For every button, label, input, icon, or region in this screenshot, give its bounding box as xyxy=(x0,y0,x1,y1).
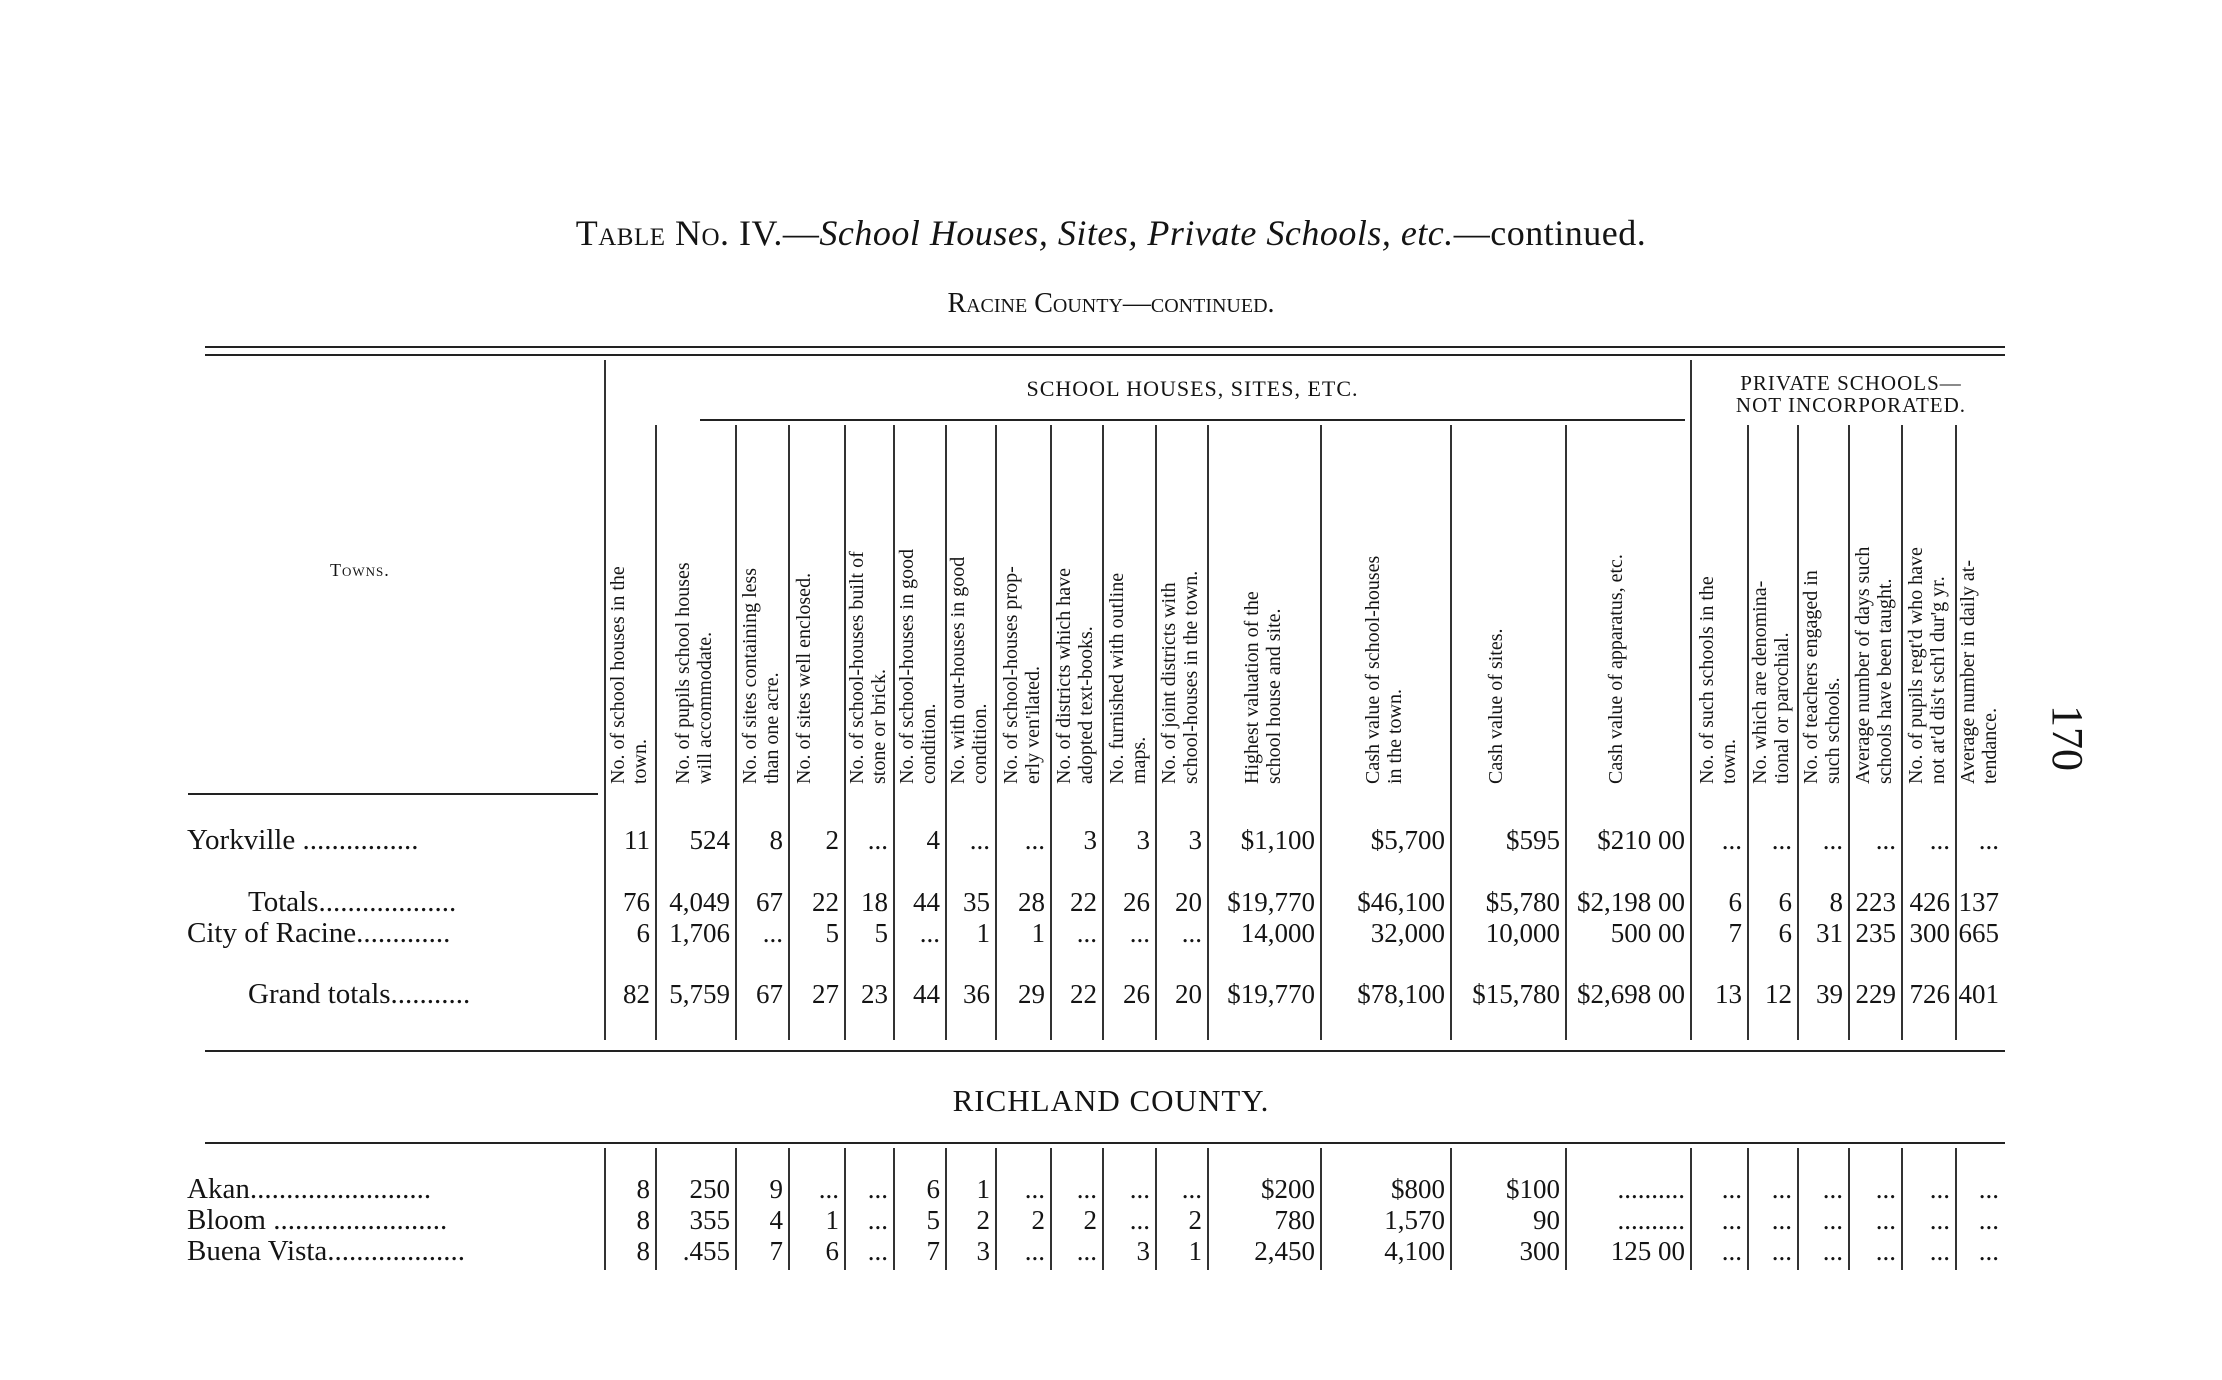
column-header-5: No. of school-houses built of stone or brick. xyxy=(846,551,890,784)
table-cell: 22 xyxy=(1070,979,1097,1009)
top-double-rule-2 xyxy=(205,354,2005,356)
table-cell: 3 xyxy=(976,1236,990,1266)
table-cell: 401 xyxy=(1958,979,1999,1009)
table-cell: ... xyxy=(1771,1205,1792,1235)
table-cell: 90 xyxy=(1533,1205,1560,1235)
table-cell: ... xyxy=(1875,825,1896,855)
table-cell: 726 xyxy=(1909,979,1950,1009)
table-cell: $78,100 xyxy=(1357,979,1445,1009)
table-cell: 26 xyxy=(1123,979,1150,1009)
table-cell: ... xyxy=(1771,1174,1792,1204)
table-cell: 2 xyxy=(976,1205,990,1235)
table-cell: 6 xyxy=(825,1236,839,1266)
table-title-prefix: Table No. IV.— xyxy=(575,213,820,253)
table-cell: ... xyxy=(1721,1205,1742,1235)
table-cell: 29 xyxy=(1018,979,1045,1009)
table-cell: 82 xyxy=(623,979,650,1009)
table-cell: $46,100 xyxy=(1357,887,1445,917)
table-cell: 20 xyxy=(1175,887,1202,917)
table-cell: 5 xyxy=(825,918,839,948)
table-cell: ... xyxy=(1024,1236,1045,1266)
table-cell: ... xyxy=(1875,1236,1896,1266)
row-label: City of Racine............. xyxy=(187,917,451,949)
table-cell: .......... xyxy=(1617,1174,1685,1204)
table-cell: ... xyxy=(1978,1236,1999,1266)
table-cell: ... xyxy=(762,918,783,948)
table-cell: 4 xyxy=(769,1205,783,1235)
table-title-italic: School Houses, Sites, Private Schools, etc. xyxy=(819,213,1454,253)
column-header-20: No. of pupils regt'd who have not at'd dis't sch'l dur'g yr. xyxy=(1905,547,1949,784)
county-subtitle: Racine County—continued. xyxy=(947,288,1275,319)
table-cell: ... xyxy=(818,1174,839,1204)
table-cell: .455 xyxy=(682,1236,730,1266)
column-header-8: No. of school-houses prop- erly ven'ilated. xyxy=(999,566,1044,784)
table-cell: 22 xyxy=(812,887,839,917)
table-cell: $19,770 xyxy=(1227,979,1315,1009)
header-bottom-rule xyxy=(188,793,598,795)
table-cell: 22 xyxy=(1070,887,1097,917)
table-cell: $210 00 xyxy=(1597,825,1685,855)
row-label: Akan......................... xyxy=(187,1173,432,1205)
table-cell: ... xyxy=(1822,825,1843,855)
table-cell: ... xyxy=(867,1174,888,1204)
table-cell: $595 xyxy=(1506,825,1560,855)
table-cell: ... xyxy=(1129,1174,1150,1204)
table-cell: 20 xyxy=(1175,979,1202,1009)
county-title-richland: RICHLAND COUNTY. xyxy=(952,1083,1270,1118)
table-cell: 355 xyxy=(689,1205,730,1235)
table-cell: 780 xyxy=(1274,1205,1315,1235)
table-cell: ... xyxy=(1929,1205,1950,1235)
table-cell: 1,706 xyxy=(669,918,730,948)
column-header-17: No. which are denomina- tional or parochial. xyxy=(1749,580,1793,784)
table-cell: 12 xyxy=(1765,979,1792,1009)
table-cell: 6 xyxy=(1778,918,1792,948)
table-cell: 6 xyxy=(636,918,650,948)
table-cell: 1 xyxy=(1031,918,1045,948)
column-header-21: Average number in daily at- tendance. xyxy=(1957,560,2001,784)
table-cell: ... xyxy=(919,918,940,948)
table-cell: 2 xyxy=(1031,1205,1045,1235)
column-header-3: No. of sites containing less than one acre. xyxy=(738,567,783,784)
table-cell: 3 xyxy=(1136,1236,1150,1266)
table-cell: ... xyxy=(1721,1236,1742,1266)
table-cell: 36 xyxy=(963,979,990,1009)
table-cell: 8 xyxy=(1829,887,1843,917)
table-cell: $100 xyxy=(1506,1174,1560,1204)
table-cell: 6 xyxy=(926,1174,940,1204)
table-cell: 5 xyxy=(926,1205,940,1235)
table-cell: 11 xyxy=(624,825,650,855)
table-cell: 125 00 xyxy=(1610,1236,1685,1266)
table-cell: 7 xyxy=(1728,918,1742,948)
table-cell: 31 xyxy=(1816,918,1843,948)
table-cell: $5,700 xyxy=(1370,825,1445,855)
school-section-underline xyxy=(700,419,1685,421)
racine-bottom-rule xyxy=(205,1050,2005,1052)
table-cell: ... xyxy=(1978,1174,1999,1204)
table-cell: 39 xyxy=(1816,979,1843,1009)
table-cell: 8 xyxy=(636,1236,650,1266)
table-cell: 524 xyxy=(689,825,730,855)
towns-header: Towns. xyxy=(330,560,390,580)
table-cell: ... xyxy=(1822,1174,1843,1204)
table-cell: ... xyxy=(867,1236,888,1266)
table-cell: ... xyxy=(1129,1205,1150,1235)
table-cell: ... xyxy=(1822,1236,1843,1266)
column-header-1: No. of school houses in the town. xyxy=(606,566,651,784)
page-number: 170 xyxy=(2043,705,2092,771)
table-cell: 3 xyxy=(1136,825,1150,855)
table-cell: ... xyxy=(1771,1236,1792,1266)
table-cell: ... xyxy=(1721,1174,1742,1204)
table-cell: 5,759 xyxy=(669,979,730,1009)
table-cell: 137 xyxy=(1958,887,1999,917)
table-cell: 3 xyxy=(1083,825,1097,855)
table-cell: ... xyxy=(1875,1174,1896,1204)
table-title-suffix: —continued. xyxy=(1453,213,1647,253)
table-cell: 4 xyxy=(926,825,940,855)
column-header-6: No. of school-houses in good condition. xyxy=(896,549,940,784)
column-header-4: No. of sites well enclosed. xyxy=(793,572,815,784)
column-header-18: No. of teachers engaged in such schools. xyxy=(1799,570,1844,784)
table-cell: 4,100 xyxy=(1384,1236,1445,1266)
table-cell: ... xyxy=(867,1205,888,1235)
table-cell: 235 xyxy=(1855,918,1896,948)
table-cell: ... xyxy=(1771,825,1792,855)
table-cell: 5 xyxy=(874,918,888,948)
table-cell: 2 xyxy=(1083,1205,1097,1235)
column-header-9: No. of districts which have adopted text-books. xyxy=(1053,567,1097,784)
table-cell: 300 xyxy=(1909,918,1950,948)
table-cell: 1 xyxy=(825,1205,839,1235)
column-header-2: No. of pupils school houses will accommodate. xyxy=(672,562,716,784)
table-cell: 3 xyxy=(1188,825,1202,855)
table-cell: 76 xyxy=(623,887,650,917)
table-cell: 1 xyxy=(976,918,990,948)
table-cell: .......... xyxy=(1617,1205,1685,1235)
table-cell: ... xyxy=(1929,825,1950,855)
table-cell: 7 xyxy=(769,1236,783,1266)
section-school-houses: SCHOOL HOUSES, SITES, ETC. xyxy=(1026,376,1359,401)
table-cell: 26 xyxy=(1123,887,1150,917)
table-cell: $15,780 xyxy=(1472,979,1560,1009)
table-cell: 500 00 xyxy=(1610,918,1685,948)
table-cell: 1,570 xyxy=(1384,1205,1445,1235)
column-header-11: No. of joint districts with school-houses in the town. xyxy=(1158,570,1202,784)
table-cell: 426 xyxy=(1909,887,1950,917)
table-cell: ... xyxy=(1978,825,1999,855)
table-cell: 300 xyxy=(1519,1236,1560,1266)
table-cell: 250 xyxy=(689,1174,730,1204)
table-cell: ... xyxy=(1978,1205,1999,1235)
table-cell: 665 xyxy=(1958,918,1999,948)
table-cell: 10,000 xyxy=(1485,918,1560,948)
table-cell: 6 xyxy=(1778,887,1792,917)
table-cell: ... xyxy=(1076,918,1097,948)
table-cell: 9 xyxy=(769,1174,783,1204)
column-header-13: Cash value of school-houses in the town. xyxy=(1362,555,1406,784)
table-cell: $200 xyxy=(1261,1174,1315,1204)
table-cell: 28 xyxy=(1018,887,1045,917)
table-cell: 18 xyxy=(861,887,888,917)
table-cell: $19,770 xyxy=(1227,887,1315,917)
table-cell: 2,450 xyxy=(1254,1236,1315,1266)
table-cell: $800 xyxy=(1391,1174,1445,1204)
column-header-12: Highest valuation of the school house and site. xyxy=(1240,591,1285,784)
table-cell: $1,100 xyxy=(1240,825,1315,855)
table-cell: $2,698 00 xyxy=(1577,979,1685,1009)
column-header-16: No. of such schools in the town. xyxy=(1695,576,1740,784)
table-cell: 6 xyxy=(1728,887,1742,917)
table-cell: ... xyxy=(1129,918,1150,948)
column-header-10: No. furnished with outline maps. xyxy=(1105,572,1150,784)
row-label: Buena Vista................... xyxy=(187,1235,466,1267)
table-cell: 67 xyxy=(756,887,783,917)
table-cell: 14,000 xyxy=(1240,918,1315,948)
table-cell: 7 xyxy=(926,1236,940,1266)
table-cell: 8 xyxy=(636,1205,650,1235)
table-cell: ... xyxy=(1181,1174,1202,1204)
table-cell: ... xyxy=(1822,1205,1843,1235)
table-cell: 67 xyxy=(756,979,783,1009)
table-cell: 1 xyxy=(1188,1236,1202,1266)
table-cell: 8 xyxy=(636,1174,650,1204)
column-header-15: Cash value of apparatus, etc. xyxy=(1604,554,1627,784)
table-cell: 4,049 xyxy=(669,887,730,917)
table-cell: 23 xyxy=(861,979,888,1009)
row-label: Totals................... xyxy=(248,886,457,918)
table-cell: 1 xyxy=(976,1174,990,1204)
table-cell: $2,198 00 xyxy=(1577,887,1685,917)
table-cell: ... xyxy=(1181,918,1202,948)
table-cell: ... xyxy=(1875,1205,1896,1235)
table-cell: 44 xyxy=(913,887,940,917)
table-cell: ... xyxy=(969,825,990,855)
table-cell: ... xyxy=(1929,1236,1950,1266)
richland-top-rule xyxy=(205,1142,2005,1144)
table-cell: 35 xyxy=(963,887,990,917)
table-cell: 44 xyxy=(913,979,940,1009)
column-header-14: Cash value of sites. xyxy=(1484,628,1507,784)
table-cell: ... xyxy=(1929,1174,1950,1204)
row-label: Bloom ........................ xyxy=(187,1204,448,1236)
table-cell: 223 xyxy=(1855,887,1896,917)
table-cell: $5,780 xyxy=(1485,887,1560,917)
column-header-19: Average number of days such schools have been taught. xyxy=(1851,546,1896,784)
table-cell: ... xyxy=(1024,1174,1045,1204)
table-cell: ... xyxy=(1721,825,1742,855)
table-cell: ... xyxy=(1076,1236,1097,1266)
table-cell: 2 xyxy=(825,825,839,855)
top-double-rule xyxy=(205,346,2005,348)
table-cell: ... xyxy=(1024,825,1045,855)
row-label: Grand totals........... xyxy=(248,978,471,1010)
table-cell: 13 xyxy=(1715,979,1742,1009)
table-cell: ... xyxy=(1076,1174,1097,1204)
row-label: Yorkville ................ xyxy=(187,824,419,856)
section-private-schools: PRIVATE SCHOOLS— NOT INCORPORATED. xyxy=(1735,371,1967,417)
table-title xyxy=(0,212,2222,254)
table-cell: 229 xyxy=(1855,979,1896,1009)
column-header-7: No. with out-houses in good condition. xyxy=(947,556,991,784)
table-cell: 27 xyxy=(812,979,839,1009)
table-cell: 32,000 xyxy=(1370,918,1445,948)
table-cell: 8 xyxy=(769,825,783,855)
table-cell: 2 xyxy=(1188,1205,1202,1235)
table-cell: ... xyxy=(867,825,888,855)
